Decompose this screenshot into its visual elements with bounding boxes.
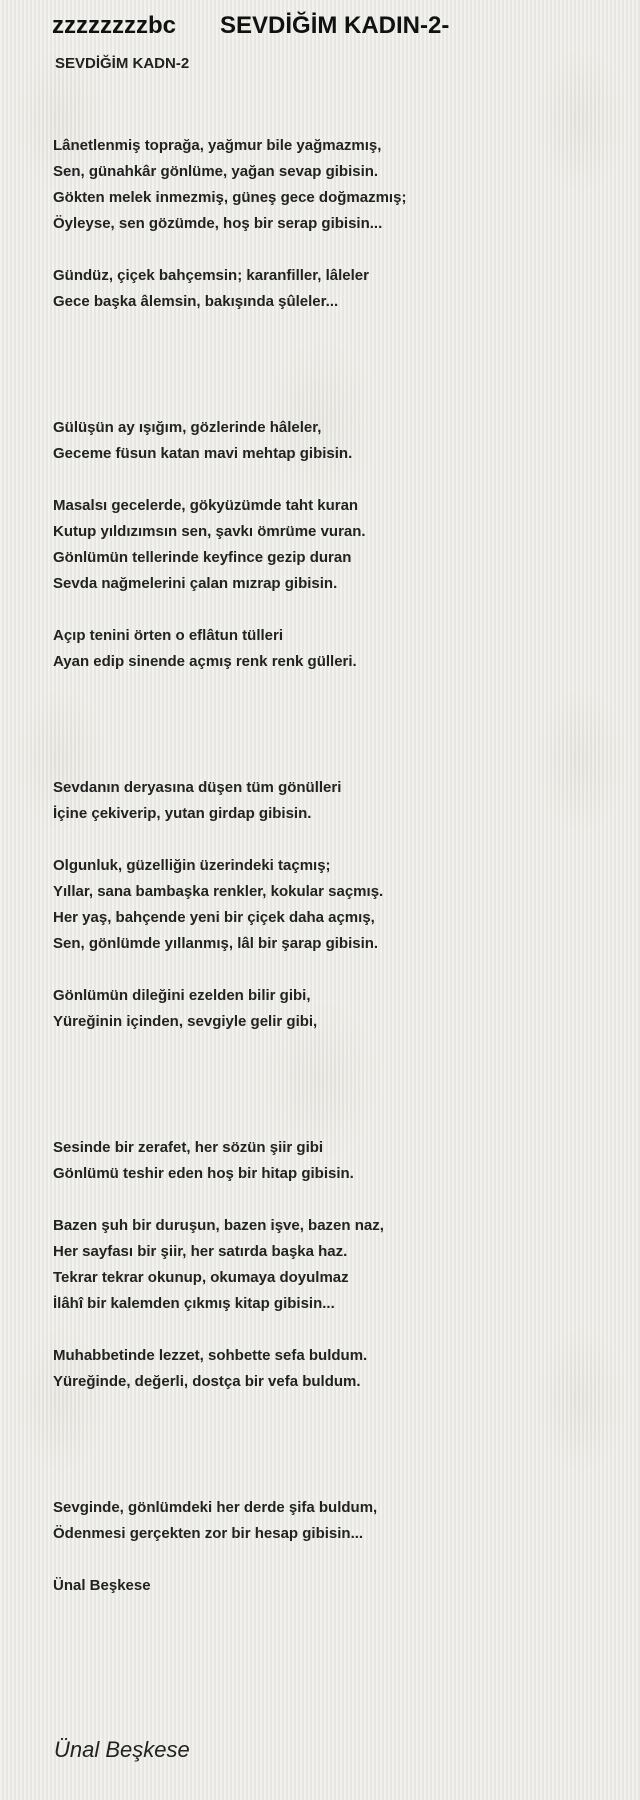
poem-line: Gece başka âlemsin, bakışında şûleler... xyxy=(53,293,339,310)
stanza xyxy=(53,775,623,827)
poem-line: Sesinde bir zerafet, her sözün şiir gibi xyxy=(53,1139,324,1156)
poem-line: Gönlümün tellerinde keyfince gezip duran xyxy=(53,549,352,566)
poem-line: Sevda nağmelerini çalan mızrap gibisin. xyxy=(53,575,338,592)
poem-line: Yıllar, sana bambaşka renkler, kokular saçmış. xyxy=(53,883,384,900)
poem-line: İçine çekiverip, yutan girdap gibisin. xyxy=(53,805,312,822)
poem-line: Bazen şuh bir duruşun, bazen işve, bazen naz, xyxy=(53,1217,384,1234)
stanza xyxy=(53,1343,623,1395)
poem-line: Gökten melek inmezmiş, güneş gece doğmazmış; xyxy=(53,189,407,206)
stanza xyxy=(53,853,623,957)
poem-line: Sevginde, gönlümdeki her derde şifa buldum, xyxy=(53,1499,378,1516)
poem-line: Sen, günahkâr gönlüme, yağan sevap gibisin. xyxy=(53,163,379,180)
poem-line: Olgunluk, güzelliğin üzerindeki taçmış; xyxy=(53,857,331,874)
poem-line: Kutup yıldızımsın sen, şavkı ömrüme vuran. xyxy=(53,523,366,540)
poem-line: Gündüz, çiçek bahçemsin; karanfiller, lâleler xyxy=(53,267,369,284)
poem-line: Geceme füsun katan mavi mehtap gibisin. xyxy=(53,445,353,462)
poem-line: Tekrar tekrar okunup, okumaya doyulmaz xyxy=(53,1269,349,1286)
stanza xyxy=(53,133,623,237)
poem-body xyxy=(53,133,623,1599)
stanza xyxy=(53,623,623,675)
poem-subtitle: SEVDİĞİM KADN-2 xyxy=(55,55,190,72)
site-name: zzzzzzzzbc xyxy=(52,12,177,39)
page-header xyxy=(52,12,612,46)
poem-line: Gülüşün ay ışığım, gözlerinde hâleler, xyxy=(53,419,322,436)
poem-line: Ayan edip sinende açmış renk renk gülleri. xyxy=(53,653,357,670)
stanza xyxy=(53,1135,623,1187)
poem-line: Lânetlenmiş toprağa, yağmur bile yağmazmış, xyxy=(53,137,382,154)
stanza xyxy=(53,1495,623,1547)
poem-title: SEVDİĞİM KADIN-2- xyxy=(220,12,450,39)
stanza xyxy=(53,415,623,467)
poem-line: Her sayfası bir şiir, her satırda başka haz. xyxy=(53,1243,348,1260)
stanza xyxy=(53,263,623,315)
poem-line: Sevdanın deryasına düşen tüm gönülleri xyxy=(53,779,342,796)
stanza xyxy=(53,493,623,597)
poem-line: İlâhî bir kalemden çıkmış kitap gibisin... xyxy=(53,1295,335,1312)
poem-line: Sen, gönlümde yıllanmış, lâl bir şarap gibisin. xyxy=(53,935,379,952)
poem-line: Açıp tenini örten o eflâtun tülleri xyxy=(53,627,284,644)
poem-line: Masalsı gecelerde, gökyüzümde taht kuran xyxy=(53,497,359,514)
poem-line: Ödenmesi gerçekten zor bir hesap gibisin... xyxy=(53,1525,364,1542)
stanza xyxy=(53,1213,623,1317)
poem-line: Gönlümü teshir eden hoş bir hitap gibisin. xyxy=(53,1165,354,1182)
poem-line: Yüreğinde, değerli, dostça bir vefa buldum. xyxy=(53,1373,361,1390)
stanza xyxy=(53,983,623,1035)
poem-line: Her yaş, bahçende yeni bir çiçek daha açmış, xyxy=(53,909,375,926)
poem-line: Gönlümün dileğini ezelden bilir gibi, xyxy=(53,987,311,1004)
poem-line: Muhabbetinde lezzet, sohbette sefa buldum. xyxy=(53,1347,368,1364)
poem-author: Ünal Beşkese xyxy=(53,1577,151,1594)
poem-line: Yüreğinin içinden, sevgiyle gelir gibi, xyxy=(53,1013,318,1030)
author-signature: Ünal Beşkese xyxy=(54,1737,190,1762)
poem-line: Öyleyse, sen gözümde, hoş bir serap gibisin... xyxy=(53,215,383,232)
